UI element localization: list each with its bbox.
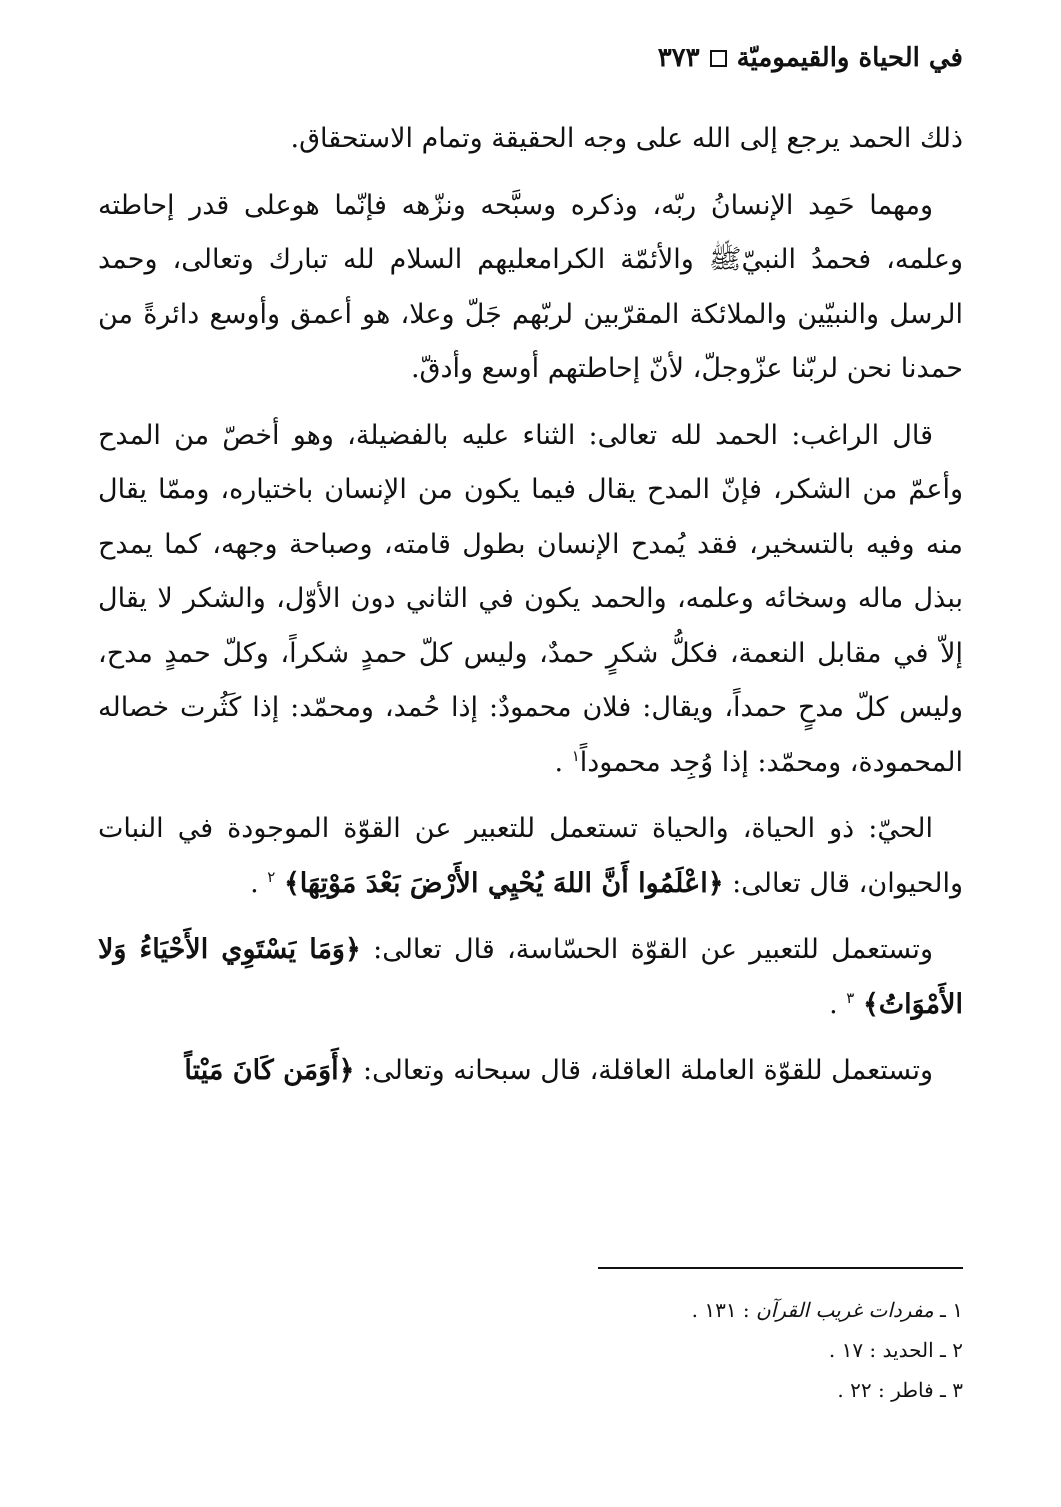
footnote-number: ٣ ـ [940, 1378, 963, 1402]
footnote-reference: : ١٣١ . [691, 1298, 750, 1322]
page-number: ٣٧٣ [657, 43, 700, 73]
footnote-2 [583, 1330, 963, 1370]
paragraph-5-end: . [829, 988, 838, 1020]
footnote-reference: : ١٧ . [828, 1338, 877, 1362]
paragraph-1 [98, 112, 963, 167]
footnote-1 [583, 1290, 963, 1330]
quran-verse-1: ﴿اعْلَمُوا أَنَّ اللهَ يُحْيِي الأَرْضَ بَعْدَ مَوْتِهَا﴾ [283, 867, 724, 899]
paragraph-4-end: . [250, 867, 259, 899]
paragraph-4-text: الحيّ: ذو الحياة، والحياة تستعمل للتعبير عن القوّة الموجودة في النبات والحيوان، قال تعالى: [98, 813, 963, 899]
footnote-ref-2[interactable]: ٢ [267, 867, 276, 886]
footnote-3 [583, 1370, 963, 1410]
footnote-source: فاطر [891, 1378, 934, 1402]
paragraph-5-text: وتستعمل للتعبير عن القوّة الحسّاسة، قال تعالى: [373, 934, 933, 965]
paragraph-3-text: قال الراغب: الحمد لله تعالى: الثناء عليه بالفضيلة، وهو أخصّ من المدح وأعمّ من الشكر، فإنّ المدح يقال فيما يكون من الإنسان باختياره، وممّا يقال منه وفيه بالتسخير، فقد يُمدح الإنسان بطول قامته، وصباحة وجهه، كما يمدح ببذل ماله وسخائه وعلمه، والحمد يكون في الثاني دون الأوّل، والشكر لا يقال إلاّ في مقابل النعمة، فكلُّ شكرٍ حمدٌ، وليس كلّ حمدٍ شكراً، وكلّ حمدٍ مدح، وليس كلّ مدحٍ حمداً، ويقال: فلان محمودٌ: إذا حُمد، ومحمّد: إذا كَثُرت خصاله المحمودة، ومحمّد: إذا وُجِد محموداً [98, 419, 963, 778]
paragraph-1-text: ذلك الحمد يرجع إلى الله على وجه الحقيقة وتمام الاستحقاق. [290, 123, 963, 154]
paragraph-2 [98, 179, 963, 397]
paragraph-6-text: وتستعمل للقوّة العاملة العاقلة، قال سبحانه وتعالى: [363, 1055, 933, 1086]
paragraph-5 [98, 923, 963, 1032]
running-header [658, 38, 963, 78]
header-title: في الحياة والقيموميّة [736, 43, 963, 73]
paragraph-3-end: . [554, 746, 564, 778]
paragraph-3 [98, 409, 963, 791]
quran-verse-2: ﴿وَمَا يَسْتَوِي الأَحْيَاءُ وَلا الأَمْوَاتُ﴾ [98, 934, 963, 1020]
footnotes [583, 1290, 963, 1410]
paragraph-4 [98, 802, 963, 911]
quran-verse-3: ﴿أَوَمَن كَانَ مَيْتاً [184, 1055, 355, 1086]
main-text [98, 112, 963, 1111]
paragraph-2-text: ومهما حَمِد الإنسانُ ربّه، وذكره وسبَّحه ونزّهه فإنّما هوعلى قدر إحاطته وعلمه، فحمدُ النبيّﷺ والأئمّة الكرامعليهم السلام لله تبارك وتعالى، وحمد الرسل والنبيّين والملائكة المقرّبين لربّهم جَلّ وعلا، هو أعمق وأوسع دائرةً من حمدنا نحن لربّنا عزّوجلّ، لأنّ إحاطتهم أوسع وأدقّ. [98, 189, 963, 384]
footnote-ref-3[interactable]: ٣ [846, 988, 855, 1007]
footnote-number: ١ ـ [940, 1298, 963, 1322]
footnote-ref-1[interactable]: ١ [571, 746, 580, 765]
footnote-source: مفردات غريب القرآن [756, 1298, 934, 1322]
footnote-reference: : ٢٢ . [837, 1378, 885, 1402]
footnote-divider [598, 1267, 963, 1269]
header-square-icon [710, 50, 727, 67]
footnote-number: ٢ ـ [940, 1338, 963, 1362]
paragraph-6 [98, 1044, 963, 1099]
footnote-source: الحديد [882, 1338, 934, 1362]
